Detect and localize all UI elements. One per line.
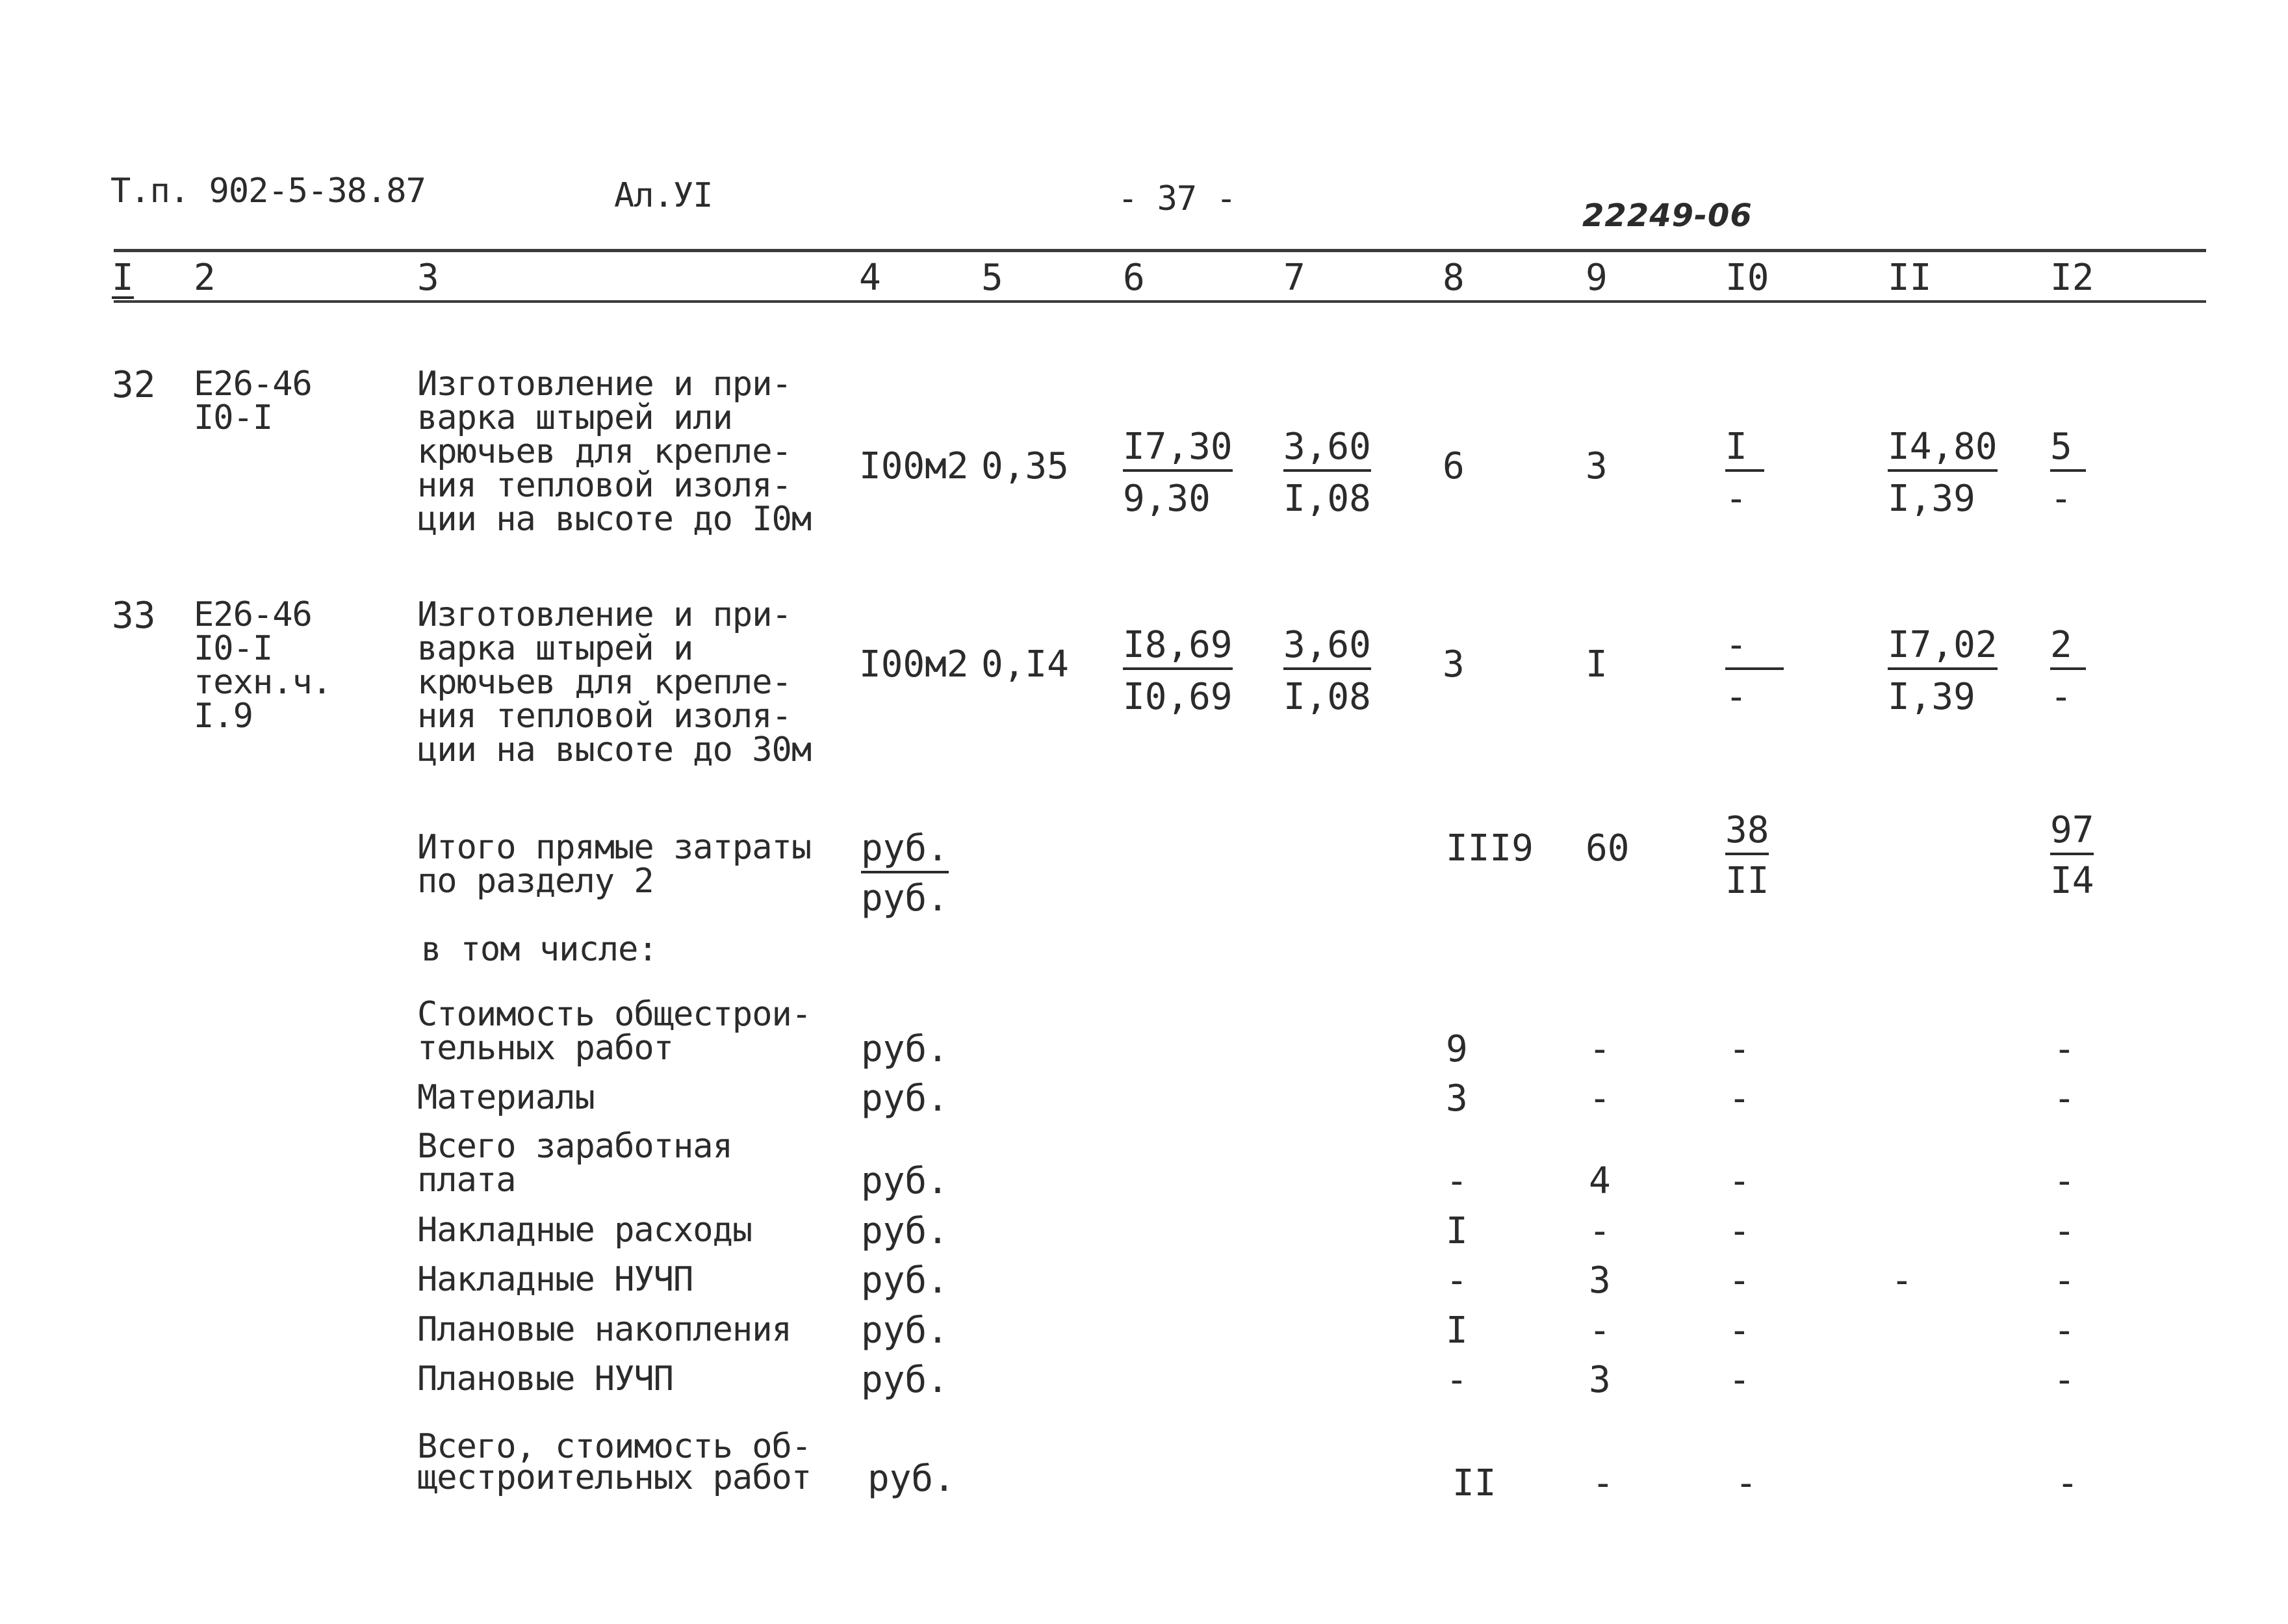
col12-top: 2 [2050,627,2086,670]
column-header-6: 6 [1123,257,1145,299]
top-rule [114,249,2206,252]
breakdown-col9: - [1589,1028,1611,1070]
totals-col12-bottom: I4 [2050,860,2094,902]
breakdown-col12: - [2053,1359,2076,1401]
breakdown-col8: - [1446,1359,1468,1401]
totals-col10-bottom: II [1725,860,1769,902]
breakdown-col12: - [2057,1462,2079,1504]
col10-bottom: - [1725,676,1747,718]
quantity: 0,35 [981,445,1069,487]
column-header-9: 9 [1586,257,1608,299]
breakdown-col9: - [1589,1309,1611,1352]
column-header-7: 7 [1283,257,1305,299]
breakdown-col10: - [1729,1160,1751,1202]
breakdown-col9: - [1589,1077,1611,1120]
breakdown-col12: - [2053,1028,2076,1070]
breakdown-unit: руб. [861,1077,949,1120]
col6-top: I8,69 [1123,627,1233,670]
quantity: 0,I4 [981,643,1069,686]
description-line: Изготовление и при- [417,595,791,634]
description-line: варка штырей или [417,398,732,437]
header-bottom-rule [114,300,2206,303]
breakdown-unit: руб. [861,1309,949,1352]
column-header-1: I [112,257,134,299]
row-number: 32 [112,364,156,406]
totals-col12-top: 97 [2050,812,2094,855]
breakdown-label-line: Всего заработная [417,1127,732,1166]
breakdown-col10: - [1729,1077,1751,1120]
breakdown-label-line: Накладные НУЧП [417,1260,693,1299]
breakdown-unit: руб. [861,1359,949,1401]
rate-code-line: техн.ч. [194,663,332,702]
description-line: ции на высоте до 30м [417,730,812,769]
col12-bottom: - [2050,676,2072,718]
column-header-12: I2 [2050,257,2094,299]
totals-col8: III9 [1446,827,1534,870]
col9-value: 3 [1586,445,1608,487]
breakdown-label-line: плата [417,1161,516,1200]
description-line: крючьев для крепле- [417,663,791,702]
breakdown-col8: I [1446,1210,1468,1252]
col8-value: 6 [1443,445,1465,487]
breakdown-label-line: тельных работ [417,1029,673,1068]
breakdown-col10: - [1729,1210,1751,1252]
totals-col9: 60 [1586,827,1630,870]
breakdown-unit: руб. [861,1160,949,1202]
album-label: Ал.УI [614,176,713,215]
rate-code-line: Е26-46 [194,595,312,634]
col8-value: 3 [1443,643,1465,686]
rate-code-line: I.9 [194,697,253,736]
col12-top: 5 [2050,429,2086,472]
column-header-8: 8 [1443,257,1465,299]
col7-bottom: I,08 [1283,676,1371,718]
breakdown-col12: - [2053,1259,2076,1302]
breakdown-col12: - [2053,1160,2076,1202]
breakdown-label-line: Материалы [417,1078,595,1117]
breakdown-col12: - [2053,1309,2076,1352]
document-number: 22249-06 [1582,198,1753,234]
breakdown-unit: руб. [861,1259,949,1302]
breakdown-col8: 3 [1446,1077,1468,1120]
col12-bottom: - [2050,478,2072,520]
breakdown-label-line: щестроительных работ [417,1458,812,1497]
breakdown-col9: 3 [1589,1359,1611,1401]
page-number: - 37 - [1118,179,1236,218]
rate-code-line: Е26-46 [194,365,312,404]
description-line: ния тепловой изоля- [417,697,791,736]
col7-top: 3,60 [1283,627,1371,670]
col7-top: 3,60 [1283,429,1371,472]
col11-top: I7,02 [1888,627,1998,670]
rate-code-line: I0-I [194,398,273,437]
col9-value: I [1586,643,1608,686]
breakdown-col11: - [1891,1259,1913,1302]
totals-unit-bottom: руб. [861,877,949,920]
breakdown-col9: 4 [1589,1160,1611,1202]
breakdown-col8: 9 [1446,1028,1468,1070]
project-code: Т.п. 902-5-38.87 [110,172,426,211]
breakdown-col10: - [1729,1309,1751,1352]
unit: I00м2 [859,643,969,686]
breakdown-label-line: Плановые НУЧП [417,1360,673,1398]
description-line: ции на высоте до I0м [417,500,812,539]
description-line: варка штырей и [417,629,693,668]
col6-bottom: I0,69 [1123,676,1233,718]
breakdown-col8: - [1446,1160,1468,1202]
breakdown-col8: II [1452,1462,1497,1504]
col10-bottom: - [1725,478,1747,520]
description-line: ния тепловой изоля- [417,466,791,505]
including-label: в том числе: [421,930,658,969]
breakdown-col10: - [1735,1462,1757,1504]
col11-bottom: I,39 [1888,676,1975,718]
breakdown-col10: - [1729,1028,1751,1070]
breakdown-col9: - [1589,1210,1611,1252]
column-header-2: 2 [194,257,216,299]
description-line: крючьев для крепле- [417,432,791,471]
breakdown-col8: - [1446,1259,1468,1302]
column-header-3: 3 [417,257,439,299]
col11-bottom: I,39 [1888,478,1975,520]
breakdown-col12: - [2053,1077,2076,1120]
column-header-5: 5 [981,257,1003,299]
breakdown-col10: - [1729,1259,1751,1302]
col11-top: I4,80 [1888,429,1998,472]
col6-bottom: 9,30 [1123,478,1211,520]
row-number: 33 [112,595,156,637]
breakdown-col8: I [1446,1309,1468,1352]
breakdown-col9: - [1592,1462,1614,1504]
totals-unit-top: руб. [861,831,949,873]
breakdown-col12: - [2053,1210,2076,1252]
col10-top: - [1725,627,1784,670]
totals-col10-top: 38 [1725,812,1769,855]
breakdown-col10: - [1729,1359,1751,1401]
breakdown-unit: руб. [861,1028,949,1070]
breakdown-label-line: Стоимость общестрои- [417,995,812,1034]
breakdown-label-line: Плановые накопления [417,1310,791,1349]
breakdown-label-line: Накладные расходы [417,1211,752,1250]
breakdown-label-line: Всего, стоимость об- [417,1427,812,1466]
column-header-4: 4 [859,257,881,299]
totals-label-line: по разделу 2 [417,862,654,901]
breakdown-col9: 3 [1589,1259,1611,1302]
column-header-10: I0 [1725,257,1769,299]
breakdown-unit: руб. [861,1210,949,1252]
col7-bottom: I,08 [1283,478,1371,520]
column-header-11: II [1888,257,1932,299]
breakdown-unit: руб. [868,1458,955,1500]
col6-top: I7,30 [1123,429,1233,472]
unit: I00м2 [859,445,969,487]
description-line: Изготовление и при- [417,365,791,404]
col10-top: I [1725,429,1764,472]
totals-label-line: Итого прямые затраты [417,828,812,867]
rate-code-line: I0-I [194,629,273,668]
